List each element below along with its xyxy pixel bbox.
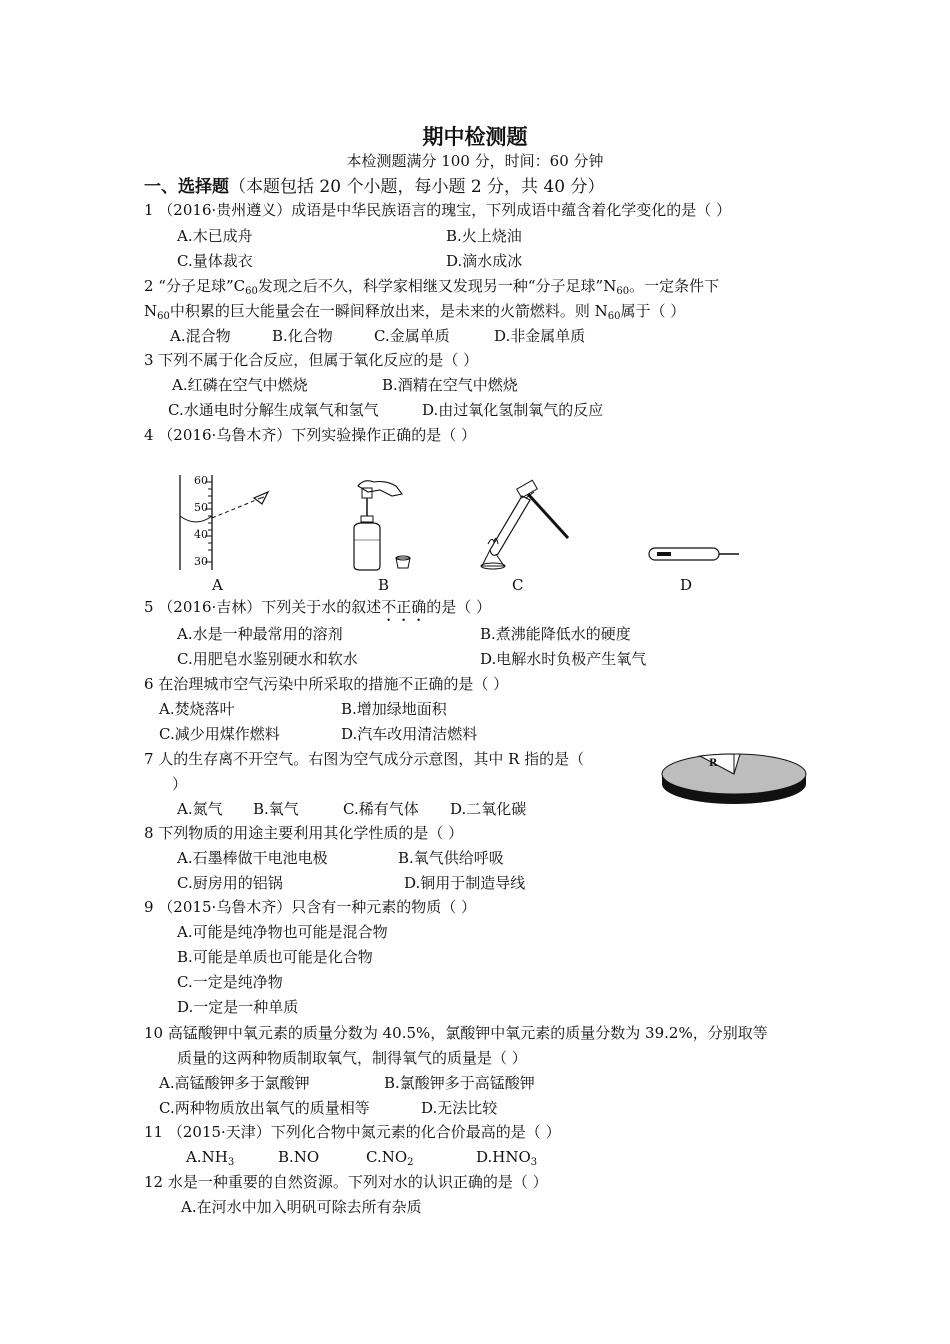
q5-stem: 5 （2016·吉林）下列关于水的叙述不正确的是（ ） <box>144 598 492 616</box>
q4-stem: 4 （2016·乌鲁木齐）下列实验操作正确的是（ ） <box>144 426 477 444</box>
q11-option-c: $C.NO_2$ <box>366 1148 414 1168</box>
q4-tick-30: 30 <box>194 555 208 568</box>
q6-option-d: D.汽车改用清洁燃料 <box>341 725 478 743</box>
q10-option-d: D.无法比较 <box>421 1099 498 1117</box>
q1-option-c: C.量体裁衣 <box>177 252 253 270</box>
q1-option-a: A.木已成舟 <box>177 227 253 245</box>
q6-option-a: A.焚烧落叶 <box>159 700 235 718</box>
q10-stem-line1: 10 高锰酸钾中氧元素的质量分数为 40.5%，氯酸钾中氧元素的质量分数为 39.2%，分别取等 <box>144 1024 768 1042</box>
q3-option-b: B.酒精在空气中燃烧 <box>382 376 518 394</box>
q1-stem: 1 （2016·贵州遵义）成语是中华民族语言的瑰宝，下列成语中蕴含着化学变化的是（ ） <box>144 201 732 219</box>
q10-option-a: A.高锰酸钾多于氯酸钾 <box>159 1074 310 1092</box>
q11-option-d: $D.HNO_3$ <box>476 1148 538 1168</box>
q12-option-a: A.在河水中加入明矾可除去所有杂质 <box>181 1198 422 1216</box>
q7-option-a: A.氮气 <box>177 800 223 818</box>
q8-stem: 8 下列物质的用途主要利用其化学性质的是（ ） <box>144 824 464 842</box>
q3-option-a: A.红磷在空气中燃烧 <box>172 376 308 394</box>
q9-stem: 9 （2015·乌鲁木齐）只含有一种元素的物质（ ） <box>144 898 477 916</box>
q4-label-b: B <box>378 576 390 594</box>
q6-option-b: B.增加绿地面积 <box>341 700 447 718</box>
q4-label-c: C <box>512 576 524 594</box>
section-heading <box>144 176 605 198</box>
q11-option-b: B.NO <box>278 1148 320 1166</box>
q11-stem: 11 （2015·天津）下列化合物中氮元素的化合价最高的是（ ） <box>144 1123 561 1141</box>
q5-emphasis: 不正确 <box>381 598 427 616</box>
q11-option-a: $A.NH_3$ <box>186 1148 235 1168</box>
q6-stem: 6 在治理城市空气污染中所采取的措施不正确的是（ ） <box>144 675 509 693</box>
q8-option-d: D.铜用于制造导线 <box>404 874 526 892</box>
q10-option-b: B.氯酸钾多于高锰酸钾 <box>384 1074 535 1092</box>
q7-option-b: B.氧气 <box>253 800 299 818</box>
section-note: （本题包括 20 个小题，每小题 2 分，共 40 分） <box>229 177 605 197</box>
q7-stem-close: ） <box>172 775 188 793</box>
q4-label-a: A <box>212 576 223 594</box>
q2-option-a: A.混合物 <box>170 327 231 345</box>
q4-figure-a <box>170 470 280 572</box>
q2-stem-line2: $N_{60}$中积累的巨大能量会在一瞬间释放出来，是未来的火箭燃料。则 $N_{60}$属于（ ） <box>144 302 686 322</box>
q5-option-c: C.用肥皂水鉴别硬水和软水 <box>177 650 358 668</box>
q2-option-d: D.非金属单质 <box>494 327 586 345</box>
q1-option-d: D.滴水成冰 <box>446 252 523 270</box>
q8-option-a: A.石墨棒做干电池电极 <box>177 849 328 867</box>
q4-tick-50: 50 <box>194 501 208 514</box>
q1-option-b: B.火上烧油 <box>446 227 522 245</box>
q4-figure-c <box>470 476 580 572</box>
q7-pie-label-r: R <box>709 758 718 769</box>
q2-stem-line1: 2 “分子足球$”C_{60}$发现之后不久，科学家相继又发现另一种“分子足球$”N_{60}$。一定条件下 <box>144 277 720 297</box>
q5-option-b: B.煮沸能降低水的硬度 <box>480 625 631 643</box>
q4-label-d: D <box>680 576 693 594</box>
q9-option-b: B.可能是单质也可能是化合物 <box>177 948 373 966</box>
q9-option-a: A.可能是纯净物也可能是混合物 <box>177 923 388 941</box>
page-subtitle: 本检测题满分 100 分，时间：60 分钟 <box>346 152 604 170</box>
q9-option-d: D.一定是一种单质 <box>177 998 299 1016</box>
q7-air-pie-figure <box>660 752 808 808</box>
q3-option-d: D.由过氧化氢制氧气的反应 <box>422 401 604 419</box>
q10-option-c: C.两种物质放出氧气的质量相等 <box>159 1099 370 1117</box>
q2-option-c: C.金属单质 <box>374 327 450 345</box>
q6-option-c: C.减少用煤作燃料 <box>159 725 280 743</box>
q2-option-b: B.化合物 <box>272 327 333 345</box>
q3-stem: 3 下列不属于化合反应，但属于氧化反应的是（ ） <box>144 351 479 369</box>
q5-option-a: A.水是一种最常用的溶剂 <box>177 625 343 643</box>
q8-option-c: C.厨房用的铝锅 <box>177 874 283 892</box>
q4-figure-d <box>645 544 745 564</box>
q4-figure-b <box>340 476 420 572</box>
q7-stem: 7 人的生存离不开空气。右图为空气成分示意图，其中 R 指的是（ <box>144 750 585 768</box>
q7-option-c: C.稀有气体 <box>343 800 419 818</box>
q12-stem: 12 水是一种重要的自然资源。下列对水的认识正确的是（ ） <box>144 1173 548 1191</box>
page-title: 期中检测题 <box>422 124 528 149</box>
q4-tick-60: 60 <box>194 474 208 487</box>
q3-option-c: C.水通电时分解生成氧气和氢气 <box>168 401 379 419</box>
section-title: 一、选择题 <box>144 177 229 197</box>
q7-option-d: D.二氧化碳 <box>450 800 527 818</box>
q9-option-c: C.一定是纯净物 <box>177 973 283 991</box>
q8-option-b: B.氧气供给呼吸 <box>398 849 504 867</box>
q4-tick-40: 40 <box>194 528 208 541</box>
q10-stem-line2: 质量的这两种物质制取氧气，制得氧气的质量是（ ） <box>177 1049 527 1067</box>
q5-option-d: D.电解水时负极产生氧气 <box>480 650 647 668</box>
